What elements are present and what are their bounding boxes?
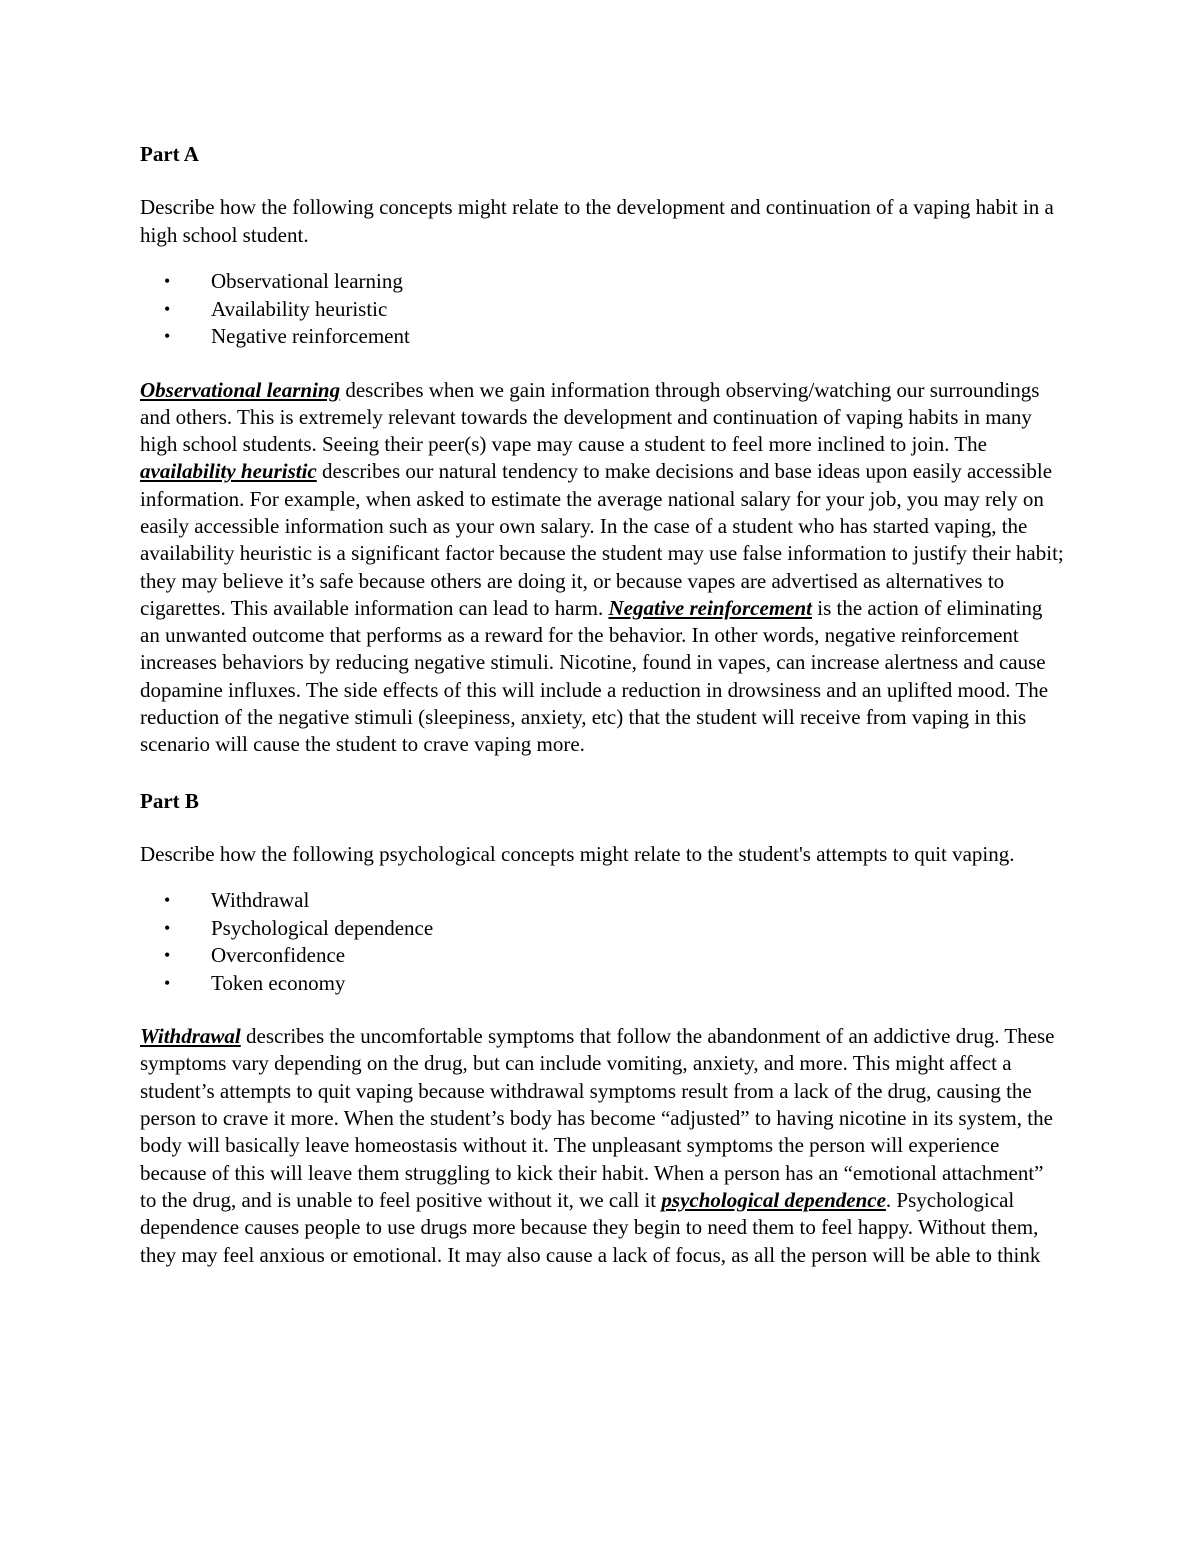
term-observational-learning: Observational learning — [140, 377, 341, 402]
term-withdrawal: Withdrawal — [140, 1024, 241, 1049]
part-a-prompt: Describe how the following concepts might relate to the development and continuation of a vaping habit in a high school student. — [140, 195, 1054, 247]
part-b-prompt: Describe how the following psychological concepts might relate to the student's attempts to quit vaping. — [140, 841, 1015, 866]
part-a-heading: Part A — [140, 142, 199, 166]
list-item: • Overconfidence — [140, 942, 1065, 970]
list-item: • Psychological dependence — [140, 915, 1065, 943]
bullet-icon: • — [164, 917, 171, 938]
list-item: • Observational learning — [140, 268, 1065, 296]
bullet-icon: • — [164, 972, 171, 993]
list-item: • Token economy — [140, 970, 1065, 998]
term-availability-heuristic: availability heuristic — [140, 459, 317, 484]
term-psychological-dependence: psychological dependence — [661, 1187, 886, 1212]
part-b-heading: Part B — [140, 788, 199, 813]
bullet-icon: • — [164, 298, 171, 319]
list-item: • Availability heuristic — [140, 296, 1065, 324]
bullet-icon: • — [164, 271, 171, 291]
part-b-bullet-list — [140, 887, 1065, 997]
bullet-icon: • — [164, 890, 171, 911]
bullet-icon: • — [164, 945, 171, 966]
part-a-bullet-list — [140, 268, 1065, 351]
document-page — [140, 140, 1065, 1297]
part-a-answer: Observational learning describes when we gain information through observing/watching our surroundings and others. This is extremely relevant towards the development and continuation of vaping habits in many high school students. Seeing their peer(s) vape may cause a student to feel more inclined to join. The availability heuristic describes our natural tendency to make decisions and base ideas upon easily accessible information. For example, when asked to estimate the average national salary for your job, you may rely on easily accessible information such as your own salary. In the case of a student who has started vaping, the availability heuristic is a significant factor because the student may use false information to justify their habit; they may believe it’s safe because others are doing it, or because vapes are advertised as alternatives to cigarettes. This available information can lead to harm. Negative reinforcement is the action of eliminating an unwanted outcome that performs as a reward for the behavior. In other words, negative reinforcement increases behaviors by reducing negative stimuli. Nicotine, found in vapes, can increase alertness and cause dopamine influxes. The side effects of this will include a reduction in drowsiness and an uplifted mood. The reduction of the negative stimuli (sleepiness, anxiety, etc) that the student will receive from vaping in this scenario will cause the student to crave vaping more. — [140, 377, 1064, 757]
list-item: • Withdrawal — [140, 887, 1065, 915]
list-item: • Negative reinforcement — [140, 323, 1065, 351]
term-negative-reinforcement: Negative reinforcement — [608, 595, 812, 620]
part-b-answer: Withdrawal describes the uncomfortable symptoms that follow the abandonment of an addictive drug. These symptoms vary depending on the drug, but can include vomiting, anxiety, and more. This might affect a student’s attempts to quit vaping because withdrawal symptoms result from a lack of the drug, causing the person to crave it more. When the student’s body has become “adjusted” to having nicotine in its system, the body will basically leave homeostasis without it. The unpleasant symptoms the person will experience because of this will leave them struggling to kick their habit. When a person has an “emotional attachment” to the drug, and is unable to feel positive without it, we call it psychological dependence. Psychological dependence causes people to use drugs more because they begin to need them to feel happy. Without them, they may feel anxious or emotional. It may also cause a lack of focus, as all the person will be able to think — [140, 1024, 1055, 1267]
bullet-icon: • — [164, 326, 171, 346]
